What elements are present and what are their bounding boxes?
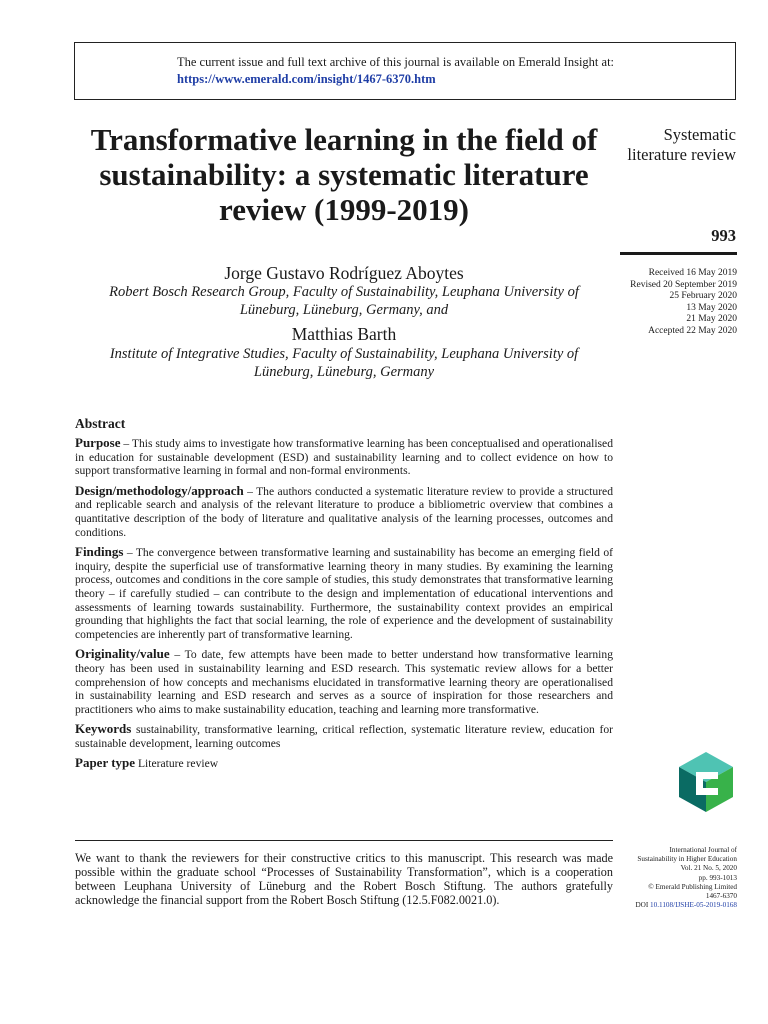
doi-link[interactable]: 10.1108/IJSHE-05-2019-0168 [650,901,737,910]
journal-name-line-1: International Journal of [669,846,737,854]
journal-citation-info [600,846,737,910]
design-label: Design/methodology/approach [75,482,244,498]
emerald-publishing-logo-icon [676,750,736,814]
paper-type-text: Literature review [135,757,219,771]
journal-pages: pp. 993-1013 [698,873,737,882]
originality-text: – To date, few attempts have been made to better understand how transformative learning theory has been used in sustainability learning and ESD research. This systematic review allows for a better comprehension of how concepts and mechanisms elucidated in transformative learning theory are operationalised in sustainability learning and ESD research and serves as a source of inspiration for those researchers and practitioners who aims to make sustainability education, teaching and learning more transformative. [75,648,613,716]
date-revised-1: Revised 20 September 2019 [630,279,737,290]
findings-label: Findings [75,544,124,560]
doi-label: DOI [635,901,649,910]
abstract-paper-type [75,756,613,771]
originality-label: Originality/value [75,646,170,662]
author-name-1: Jorge Gustavo Rodríguez Aboytes [224,263,464,283]
author-name-2: Matthias Barth [291,324,397,344]
archive-notice-box [74,42,736,100]
section-title: Systematic literature review [627,125,736,164]
abstract-keywords [75,722,613,750]
submission-dates [600,268,737,338]
journal-publisher: © Emerald Publishing Limited [648,882,737,891]
page-number: 993 [711,226,736,245]
purpose-label: Purpose [75,435,121,450]
design-text: – The authors conducted a systematic literature review to provide a structured and replicable search and analysis of the relevant literature to produce a bibliometric overview that combines a quantitative description of the body of literature and qualitative analysis of the learning processes, outcomes and conditions. [75,484,613,539]
journal-archive-link[interactable]: https://www.emerald.com/insight/1467-6370.htm [177,72,436,86]
abstract-originality [75,647,613,716]
purpose-text: – This study aims to investigate how transformative learning has been conceptualised and operationalised in education for sustainable development (ESD) and sustainability learning and to collect evidence on how to support transformative learning in formal and non-formal environments. [75,437,613,478]
acknowledgement-text: We want to thank the reviewers for their constructive critics to this manuscript. This research was made possible within the graduate school “Processes of Sustainability Transformation”, which is a cooperation between Leuphana University of Lüneburg and the Robert Bosch Stiftung. The authors gratefully acknowledge the financial support from the Robert Bosch Stiftung (12.5.F082.0021.0). [75,851,613,908]
abstract-findings [75,545,613,641]
date-received: Received 16 May 2019 [648,268,737,278]
date-revised-2: 25 February 2020 [669,291,737,302]
findings-text: – The convergence between transformative learning and sustainability has become an emerging field of inquiry, despite the superficial use of transformative learning theory in many studies. By examining the learning process, outcomes and conditions in the core sample of studies, this study demonstrates that transformative learning theory – if carefully studied – can contribute to the design and implementation of educational interventions and assessments of learning towards sustainability. Furthermore, the sustainability context provides an empirical grounding that highlights the fact that social learning, the role of experience and the development of sustainability competencies are inherently part of transformative learning. [75,546,613,641]
sidebar-divider [620,252,737,255]
date-revised-3: 13 May 2020 [686,302,737,313]
paper-type-label: Paper type [75,755,136,771]
journal-doi [600,901,737,910]
keywords-label: Keywords [75,721,132,737]
archive-notice-text: The current issue and full text archive of this journal is available on Emerald Insight at: [177,55,615,69]
abstract-section [75,416,613,777]
author-affiliation-2: Institute of Integrative Studies, Faculty of Sustainability, Leuphana University of Lüneburg, Lüneburg, Germany [109,346,579,380]
abstract-purpose [75,436,613,478]
journal-issn: 1467-6370 [705,892,737,901]
abstract-design [75,484,613,539]
keywords-text: sustainability, transformative learning, critical reflection, systematic literature review, education for sustainable development, learning outcomes [75,723,613,750]
journal-volume: Vol. 21 No. 5, 2020 [680,864,737,873]
footnote-divider [75,840,613,841]
date-accepted: Accepted 22 May 2020 [648,325,737,336]
date-revised-4: 21 May 2020 [686,314,737,325]
abstract-heading: Abstract [75,416,126,431]
journal-name-line-2: Sustainability in Higher Education [637,855,737,864]
author-affiliation-1: Robert Bosch Research Group, Faculty of Sustainability, Leuphana University of Lüneburg, Lüneburg, Germany, and [109,284,579,318]
article-title: Transformative learning in the field of sustainability: a systematic literature review (1999-2019) [90,122,598,227]
